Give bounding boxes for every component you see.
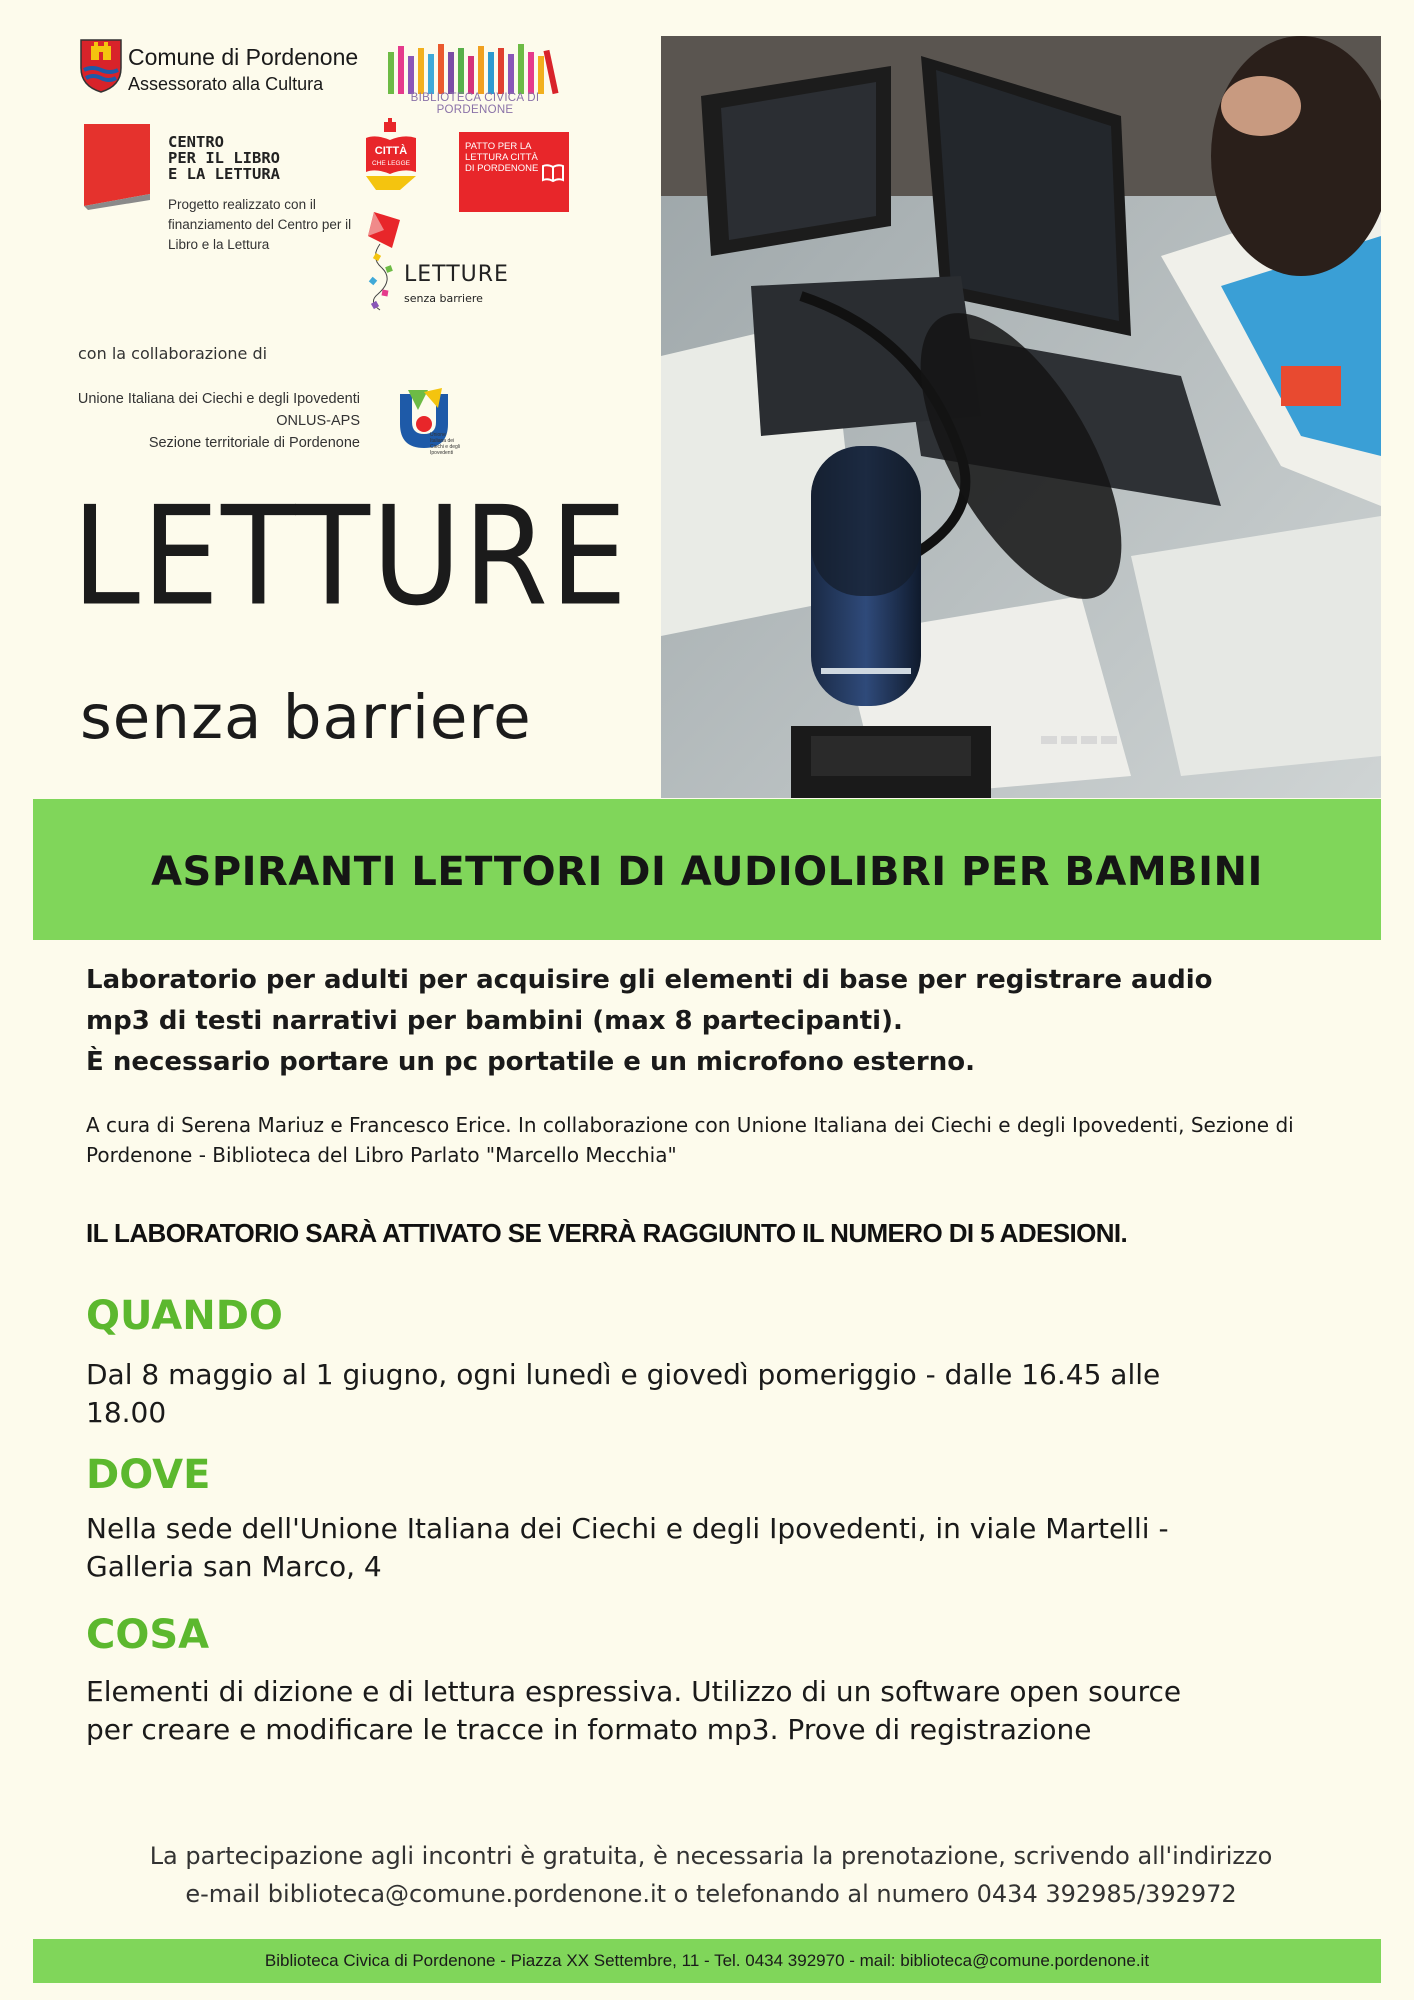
letture-senza-barriere-kite-logo — [360, 208, 406, 312]
biblioteca-label: BIBLIOTECA CIVICA DI PORDENONE — [410, 92, 540, 116]
quando-text: Dal 8 maggio al 1 giugno, ogni lunedì e giovedì pomeriggio - dalle 16.45 alle 18.00 — [86, 1358, 1161, 1429]
main-title: LETTURE — [72, 476, 630, 636]
uici-line: ONLUS-APS — [276, 413, 360, 429]
svg-text:Ciechi e degli: Ciechi e degli — [430, 444, 461, 450]
uici-line: Unione Italiana dei Ciechi e degli Ipovedenti — [77, 391, 360, 407]
comune-subtitle: Assessorato alla Cultura — [128, 74, 324, 94]
quando-heading: QUANDO — [86, 1293, 283, 1339]
footer-text: Biblioteca Civica di Pordenone - Piazza XX Settembre, 11 - Tel. 0434 392970 - mail: biblioteca@comune.pordenone.it — [264, 1951, 1150, 1970]
comune-crest-logo — [78, 36, 124, 94]
footer-bar — [33, 1939, 1381, 1983]
activation-notice: IL LABORATORIO SARÀ ATTIVATO SE VERRÀ RAGGIUNTO IL NUMERO DI 5 ADESIONI. — [86, 1218, 1128, 1248]
dove-text: Nella sede dell'Unione Italiana dei Ciechi e degli Ipovedenti, in viale Martelli - Galleria san Marco, 4 — [86, 1512, 1169, 1583]
curators-text: A cura di Serena Mariuz e Francesco Erice. In collaborazione con Unione Italiana dei Ciechi e degli Ipovedenti, Sezione di Pordenone - Biblioteca del Libro Parlato "Marcello Mecchia" — [86, 1113, 1294, 1167]
uici-line: Sezione territoriale di Pordenone — [148, 435, 360, 451]
microphone-laptops-illustration — [661, 36, 1381, 798]
banner-title: ASPIRANTI LETTORI DI AUDIOLIBRI PER BAMBINI — [151, 849, 1263, 895]
cepell-name: CENTRO PER IL LIBRO E LA LETTURA — [168, 133, 280, 183]
cosa-heading: COSA — [86, 1612, 210, 1658]
intro-line: Laboratorio per adulti per acquisire gli elementi di base per registrare audio — [86, 965, 1213, 995]
collaboration-label: con la collaborazione di — [78, 344, 268, 363]
svg-text:CITTÀ: CITTÀ — [374, 145, 408, 157]
cosa-text: Elementi di dizione e di lettura espressiva. Utilizzo di un software open source per creare e modificare le tracce in formato mp3. Prove di registrazione — [86, 1675, 1182, 1746]
comune-name: Comune di Pordenone — [128, 44, 359, 70]
participation-info — [86, 1837, 1336, 1913]
book-icon — [541, 162, 565, 184]
uici-text — [60, 388, 360, 454]
svg-text:Italiana dei: Italiana dei — [430, 438, 455, 444]
svg-text:CHE LEGGE: CHE LEGGE — [372, 160, 410, 167]
intro-line: mp3 di testi narrativi per bambini (max 8 partecipanti). — [86, 1006, 903, 1036]
svg-text:Unione: Unione — [430, 432, 446, 438]
patto-lettura-logo — [459, 132, 569, 212]
participation-line: La partecipazione agli incontri è gratuita, è necessaria la prenotazione, scrivendo all'indirizzo — [149, 1842, 1273, 1870]
uici-logo — [378, 388, 468, 464]
patto-label: PATTO PER LA LETTURA CITTÀ DI PORDENONE — [465, 141, 539, 174]
cepell-description: Progetto realizzato con il finanziamento del Centro per il Libro e la Lettura — [168, 197, 352, 252]
svg-text:Ipovedenti: Ipovedenti — [430, 450, 454, 456]
letture-logo-subtitle: senza barriere — [404, 292, 483, 305]
intro-line: È necessario portare un pc portatile e un microfono esterno. — [86, 1047, 975, 1077]
intro-text — [86, 960, 1336, 1083]
dove-heading: DOVE — [86, 1452, 211, 1498]
recording-studio-photo — [661, 36, 1381, 798]
participation-line: e-mail biblioteca@comune.pordenone.it o telefonando al numero 0434 392985/392972 — [185, 1880, 1237, 1908]
title-banner — [33, 799, 1381, 940]
citta-che-legge-logo — [362, 118, 420, 196]
cepell-logo — [78, 120, 156, 210]
letture-logo-title: LETTURE — [404, 262, 509, 287]
main-subtitle: senza barriere — [80, 682, 532, 753]
